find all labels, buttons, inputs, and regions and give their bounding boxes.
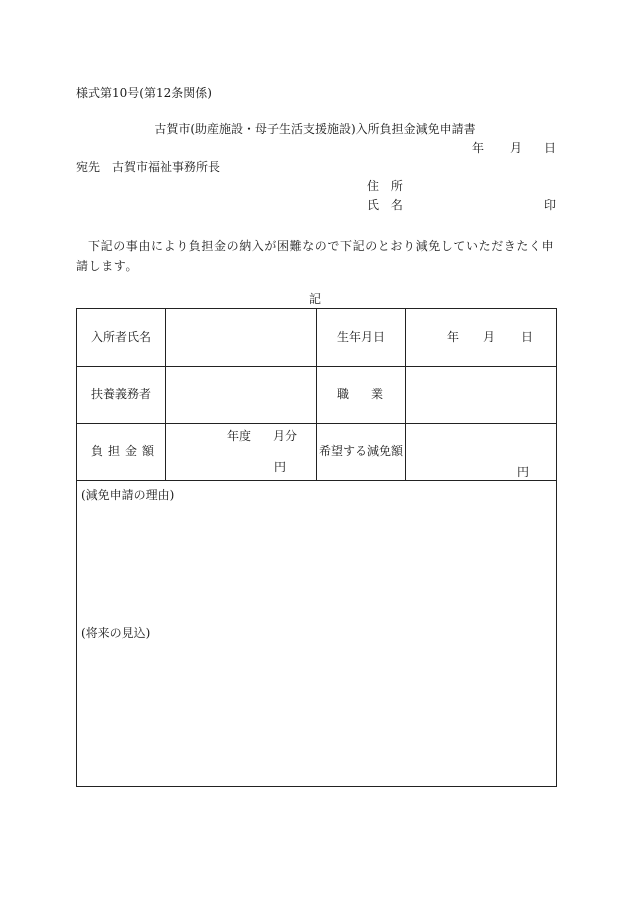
reduction-reason-label: (減免申請の理由): [81, 488, 175, 502]
applicant-address-label: 住 所: [367, 179, 407, 193]
occupation-label: 職業: [337, 387, 406, 401]
burden-month-unit: 月分: [273, 429, 298, 443]
burden-yen-unit: 円: [274, 460, 287, 474]
ki-heading: 記: [308, 292, 321, 306]
burden-amount-label: 負担金額: [91, 444, 160, 458]
future-outlook-label: (将来の見込): [81, 626, 151, 640]
burden-period: [227, 430, 297, 442]
document-title: 古賀市(助産施設・母子生活支援施設)入所負担金減免申請書: [154, 122, 476, 136]
birth-year: 年: [447, 330, 460, 344]
request-statement: 下記の事由により負担金の納入が困難なので下記のとおり減免していただきたく申請します。: [76, 239, 555, 273]
birth-date-field: [447, 331, 533, 343]
date-month: 月: [510, 141, 523, 155]
birth-date-label: 生年月日: [337, 330, 386, 344]
burden-year-unit: 年度: [227, 429, 252, 443]
applicant-name-label: 氏 名: [367, 198, 407, 212]
column-divider: [165, 309, 166, 480]
resident-name-label: 入所者氏名: [91, 330, 152, 344]
column-divider: [405, 309, 406, 480]
date-year: 年: [472, 141, 485, 155]
seal-mark: 印: [544, 198, 557, 212]
desired-yen-unit: 円: [517, 465, 530, 479]
desired-reduction-label: 希望する減免額: [319, 444, 404, 458]
application-date: [472, 142, 556, 154]
column-divider: [316, 309, 317, 480]
row-divider: [77, 480, 556, 481]
date-day: 日: [544, 141, 557, 155]
birth-month: 月: [483, 330, 496, 344]
recipient: 宛先 古賀市福祉事務所長: [76, 160, 221, 174]
form-number: 様式第10号(第12条関係): [76, 86, 212, 100]
birth-day: 日: [521, 330, 534, 344]
guardian-label: 扶養義務者: [91, 387, 152, 401]
application-form-table: [76, 308, 557, 787]
